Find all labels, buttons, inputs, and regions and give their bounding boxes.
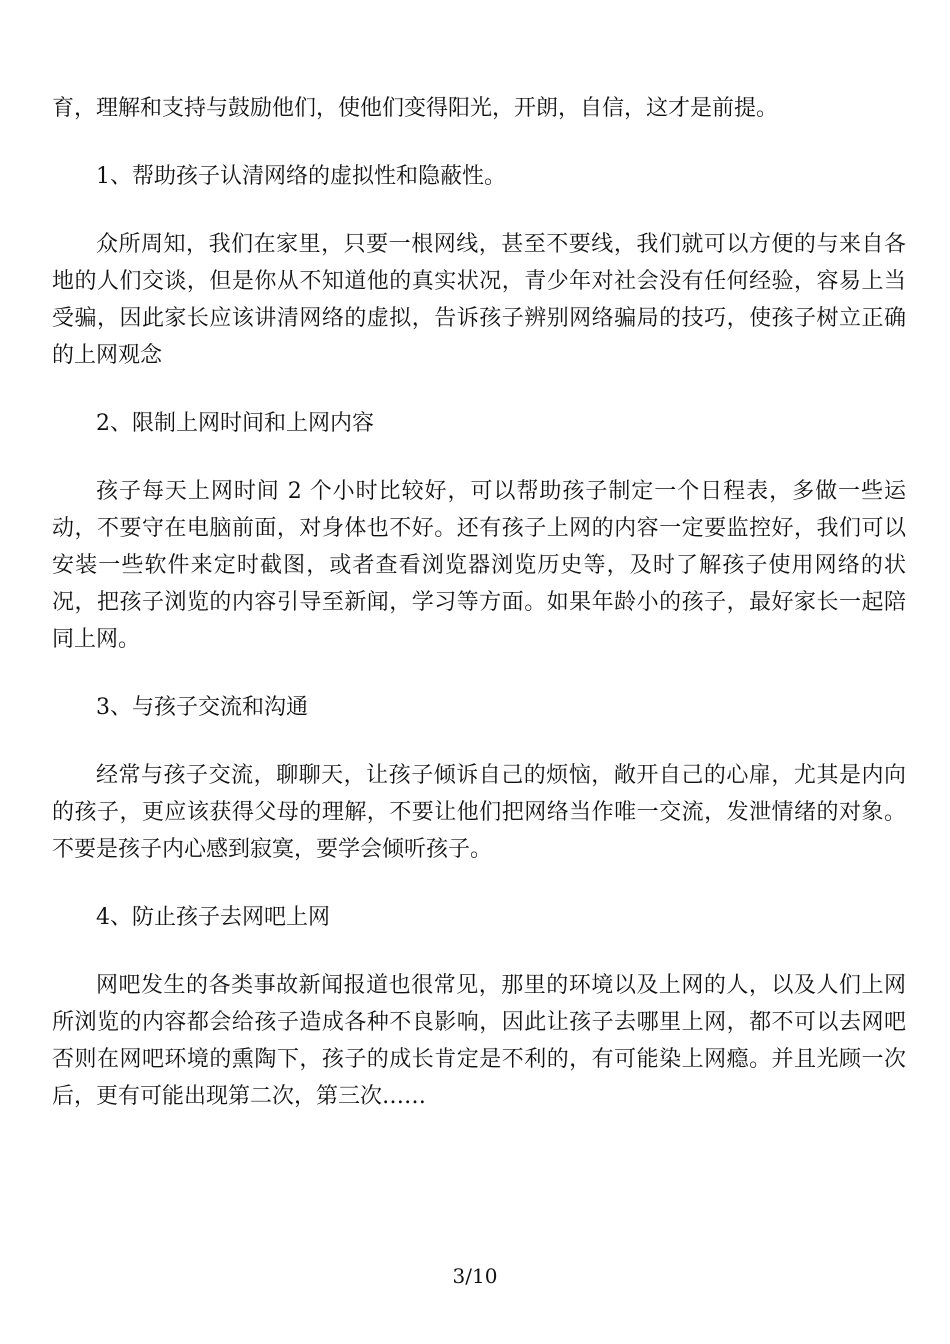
section-heading-2: 2、限制上网时间和上网内容 <box>96 411 374 436</box>
paragraph-section-3: 经常与孩子交流，聊聊天，让孩子倾诉自己的烦恼，敞开自己的心扉，尤其是内向的孩子，更应该获得父母的理解，不要让他们把网络当作唯一交流，发泄情绪的对象。不要是孩子内心感到寂寞，要学会倾听孩子。 <box>52 763 906 862</box>
section-heading-3: 3、与孩子交流和沟通 <box>96 695 308 720</box>
paragraph-continuation: 育，理解和支持与鼓励他们，使他们变得阳光，开朗，自信，这才是前提。 <box>52 96 779 121</box>
document-body <box>52 90 906 1146</box>
section-heading-1: 1、帮助孩子认清网络的虚拟性和隐蔽性。 <box>96 164 506 189</box>
page-number: 3/10 <box>452 1264 498 1288</box>
section-heading-4: 4、防止孩子去网吧上网 <box>96 905 330 930</box>
paragraph-section-4: 网吧发生的各类事故新闻报道也很常见，那里的环境以及上网的人，以及人们上网所浏览的内容都会给孩子造成各种不良影响，因此让孩子去哪里上网，都不可以去网吧否则在网吧环境的熏陶下，孩子的成长肯定是不利的，有可能染上网瘾。并且光顾一次后，更有可能出现第二次，第三次…… <box>52 973 906 1109</box>
paragraph-section-2: 孩子每天上网时间 2 个小时比较好，可以帮助孩子制定一个日程表，多做一些运动，不要守在电脑前面，对身体也不好。还有孩子上网的内容一定要监控好，我们可以安装一些软件来定时截图，或者查看浏览器浏览历史等，及时了解孩子使用网络的状况，把孩子浏览的内容引导至新闻，学习等方面。如果年龄小的孩子，最好家长一起陪同上网。 <box>52 479 906 652</box>
paragraph-section-1: 众所周知，我们在家里，只要一根网线，甚至不要线，我们就可以方便的与来自各地的人们交谈，但是你从不知道他的真实状况，青少年对社会没有任何经验，容易上当受骗，因此家长应该讲清网络的虚拟，告诉孩子辨别网络骗局的技巧，使孩子树立正确的上网观念 <box>52 232 906 368</box>
